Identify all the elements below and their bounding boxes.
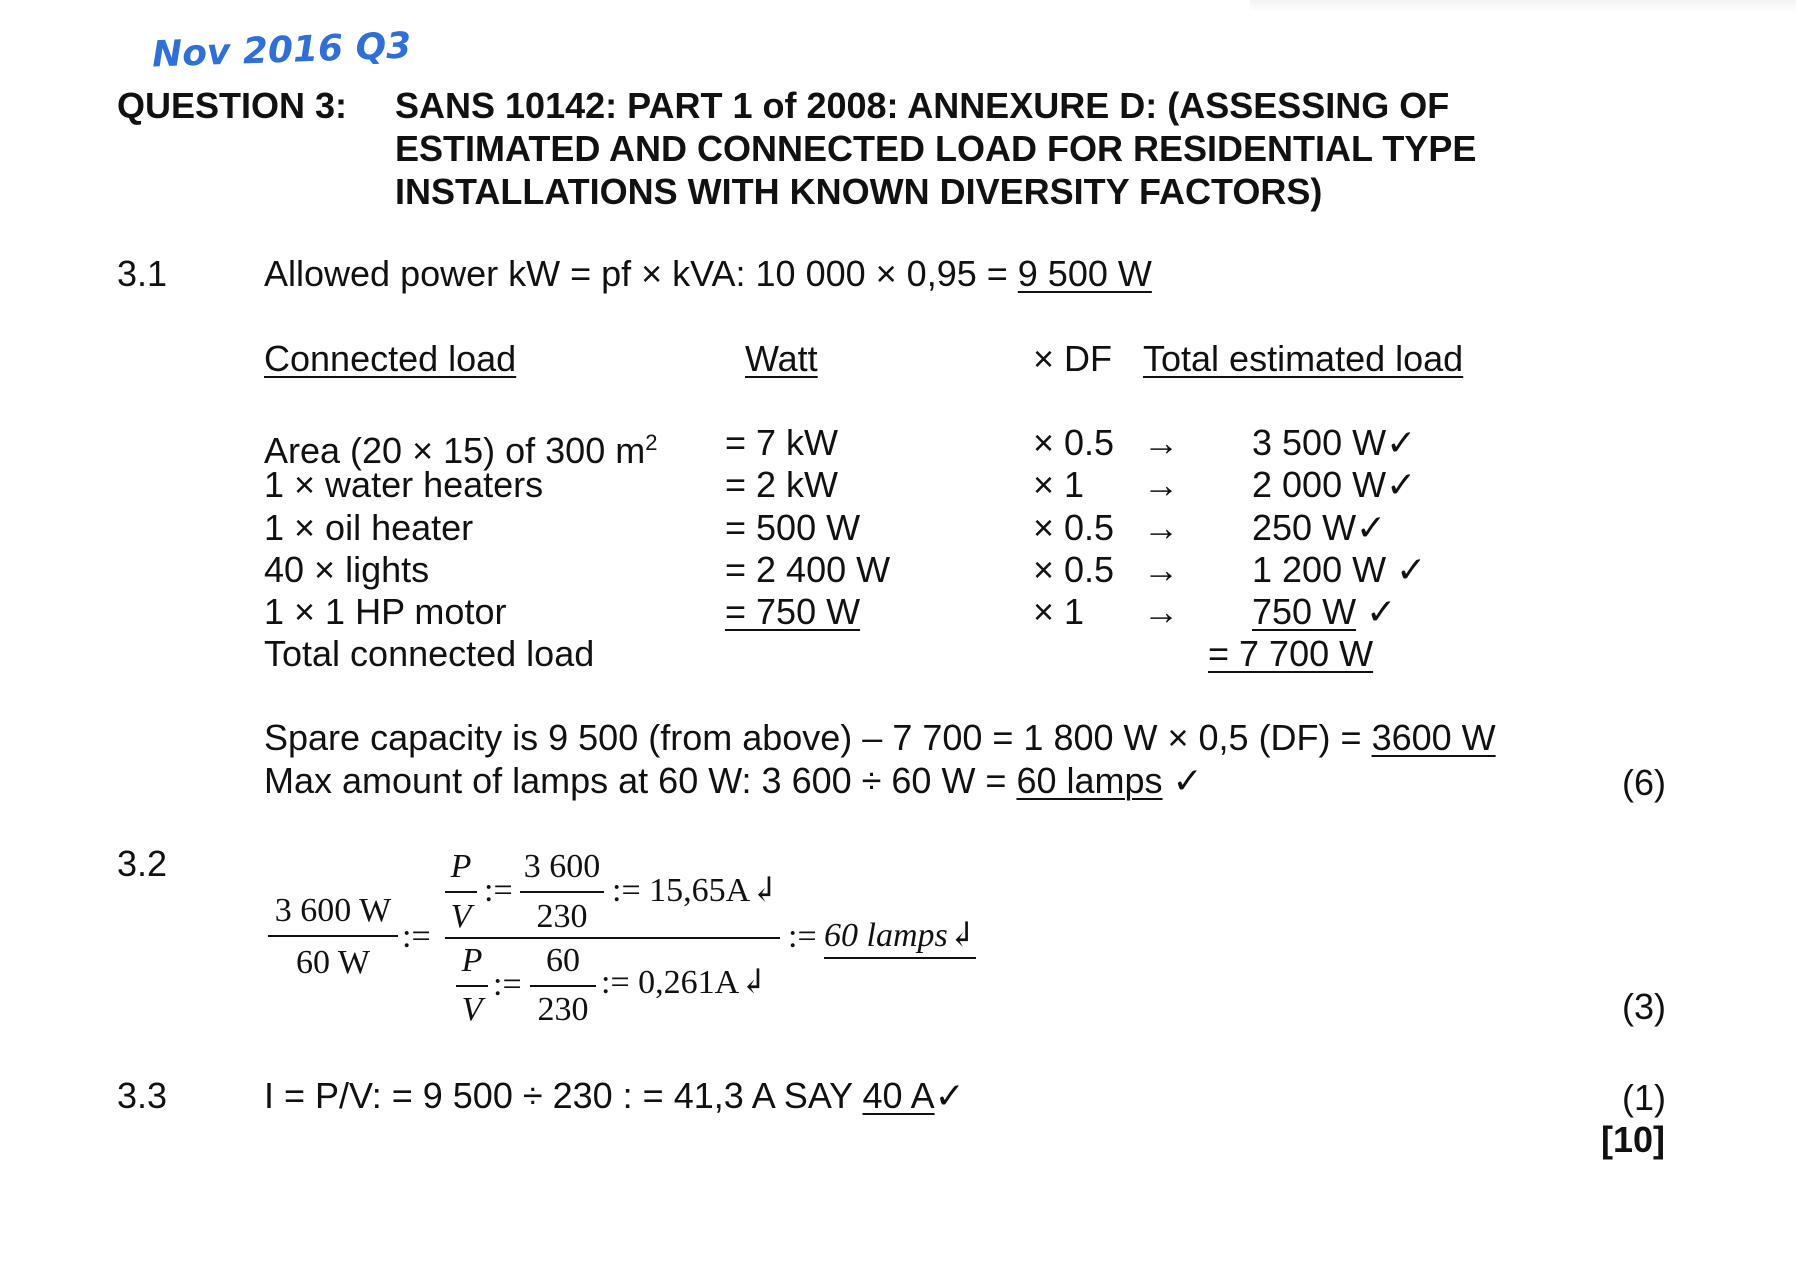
assign-operator: := xyxy=(788,918,817,955)
marks-3-3: (1) xyxy=(1622,1077,1666,1118)
bottom-numerator-value: 60 xyxy=(546,942,580,979)
total-marks: [10] xyxy=(1601,1119,1666,1160)
final-result-lamps: 60 lamps↲ xyxy=(824,917,976,959)
assign-operator: := xyxy=(402,918,431,955)
total-connected-load-label: Total connected load xyxy=(264,633,595,674)
current-calc-line: I = P/V: = 9 500 ÷ 230 : = 41,3 A SAY 40 A✓ xyxy=(264,1075,965,1116)
fraction-bar xyxy=(445,891,477,893)
load-row-df: × 0.5 xyxy=(1033,422,1115,463)
load-row-total: 1 200 W ✓ xyxy=(1252,549,1427,590)
load-row-watt: = 500 W xyxy=(725,507,861,548)
load-row-df: × 0.5 xyxy=(1033,507,1115,548)
load-row-df: × 1 xyxy=(1033,464,1085,505)
arrow-right-icon: → xyxy=(1143,591,1179,632)
load-row-watt: = 2 kW xyxy=(725,464,839,505)
top-numerator-value: 3 600 xyxy=(523,848,601,885)
bottom-denominator-value: 230 xyxy=(537,991,589,1028)
superscript: 2 xyxy=(645,430,658,455)
check-icon: ✓ xyxy=(1366,591,1397,632)
check-icon: ✓ xyxy=(1172,760,1203,801)
check-icon: ✓ xyxy=(1386,464,1417,505)
assign-operator: := xyxy=(484,872,513,909)
question-number-3-3: 3.3 xyxy=(117,1075,168,1116)
main-fraction-bar xyxy=(445,937,780,939)
question-title-line-1: SANS 10142: PART 1 of 2008: ANNEXURE D: (ASSESSING OF xyxy=(395,85,1450,126)
load-row-total: 2 000 W✓ xyxy=(1252,464,1417,505)
load-row-df: × 1 xyxy=(1033,591,1085,632)
top-denominator-value: 230 xyxy=(536,898,588,935)
check-icon: ✓ xyxy=(1386,422,1417,463)
check-icon: ✓ xyxy=(934,1075,965,1116)
bottom-P: P xyxy=(461,942,483,979)
load-row-df: × 0.5 xyxy=(1033,549,1115,590)
load-row-watt: = 750 W xyxy=(725,591,861,632)
top-result: := 15,65A↲ xyxy=(612,872,779,909)
handwritten-annotation: Nov 2016 Q3 xyxy=(151,25,412,76)
allowed-power-text: Allowed power kW = pf × kVA: 10 000 × 0,95 = xyxy=(264,253,1018,294)
marks-3-1: (6) xyxy=(1622,762,1666,803)
arrow-right-icon: → xyxy=(1143,507,1179,548)
question-title-line-2: ESTIMATED AND CONNECTED LOAD FOR RESIDENTIAL TYPE xyxy=(395,128,1477,169)
question-title-line-3: INSTALLATIONS WITH KNOWN DIVERSITY FACTORS) xyxy=(395,171,1323,212)
marks-3-2: (3) xyxy=(1622,986,1666,1027)
col-df: × DF xyxy=(1033,338,1113,379)
col-total-estimated-load: Total estimated load xyxy=(1143,338,1464,379)
fraction-bar xyxy=(456,985,488,987)
total-connected-load-value: = 7 700 W xyxy=(1208,633,1374,674)
max-lamps-result: 60 lamps xyxy=(1016,760,1163,801)
formula-left-denominator: 60 W xyxy=(296,944,370,981)
question-number-3-1: 3.1 xyxy=(117,253,168,294)
bottom-V: V xyxy=(461,991,483,1028)
load-row-total: 250 W✓ xyxy=(1252,507,1387,548)
arrow-right-icon: → xyxy=(1143,422,1179,463)
fraction-bar xyxy=(268,935,398,937)
arrow-right-icon: → xyxy=(1143,464,1179,505)
current-calc-result: 40 A xyxy=(862,1075,935,1116)
load-row-total: 3 500 W✓ xyxy=(1252,422,1417,463)
load-row-total: 750 W ✓ xyxy=(1252,591,1397,632)
check-icon: ✓ xyxy=(1396,549,1427,590)
load-row-label: Area (20 × 15) of 300 $m^2$ xyxy=(264,430,658,471)
col-connected-load: Connected load xyxy=(264,338,517,379)
formula-left-numerator: 3 600 W xyxy=(274,892,392,929)
col-watt: Watt xyxy=(745,338,818,379)
allowed-power-result: 9 500 W xyxy=(1017,253,1152,294)
max-lamps-line: Max amount of lamps at 60 W: 3 600 ÷ 60 W = 60 lamps ✓ xyxy=(264,760,1203,801)
assign-operator: := xyxy=(493,966,522,1003)
spare-capacity-line: Spare capacity is 9 500 (from above) – 7 700 = 1 800 W × 0,5 (DF) = 3600 W xyxy=(264,717,1496,758)
load-row-label: 1 × water heaters xyxy=(264,464,544,505)
bottom-result: := 0,261A↲ xyxy=(601,964,768,1001)
load-row-label: 40 × lights xyxy=(264,549,430,590)
question-label: QUESTION 3: xyxy=(117,85,348,126)
load-row-watt: = 7 kW xyxy=(725,422,839,463)
check-icon: ✓ xyxy=(1356,507,1387,548)
fraction-bar xyxy=(520,891,604,893)
question-number-3-2: 3.2 xyxy=(117,843,168,884)
load-row-label: 1 × oil heater xyxy=(264,507,474,548)
allowed-power-line xyxy=(264,253,1152,295)
load-row-watt: = 2 400 W xyxy=(725,549,891,590)
top-edge-shadow xyxy=(1250,0,1796,12)
spare-capacity-result: 3600 W xyxy=(1371,717,1496,758)
arrow-right-icon: → xyxy=(1143,549,1179,590)
top-V: V xyxy=(450,898,472,935)
load-row-label: 1 × 1 HP motor xyxy=(264,591,507,632)
fraction-bar xyxy=(530,985,596,987)
top-P: P xyxy=(450,848,472,885)
